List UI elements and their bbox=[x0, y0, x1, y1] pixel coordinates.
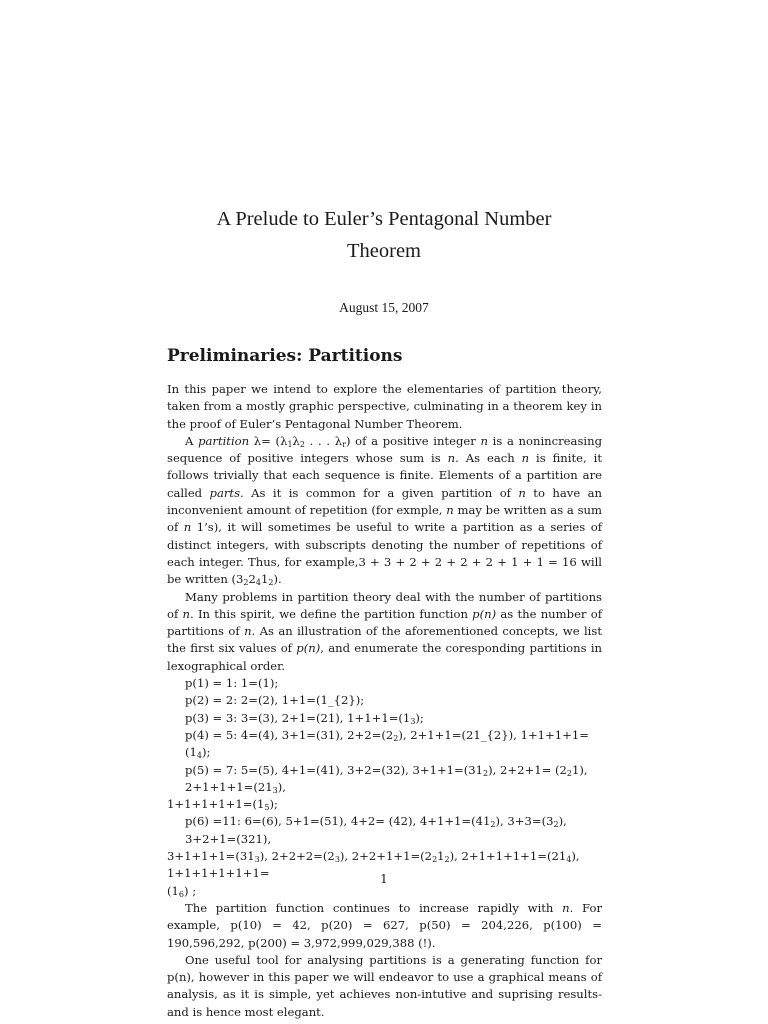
section-heading: Preliminaries: Partitions bbox=[167, 346, 403, 366]
partition-line-p6-cont2: $(1_6)$ ; bbox=[167, 883, 197, 899]
partition-line-p5-cont: $1+1+1+1+1=(1_5)$; bbox=[167, 797, 278, 813]
title-line-2: Theorem bbox=[347, 240, 421, 262]
paragraph-generating-function: One useful tool for analysing partitions is a generating function for p(n), however in this paper we will endeavor to use a graphical means of analysis, as it is simple, yet achieves non-intutive and suprising results- and is hence most elegant. bbox=[167, 952, 602, 1019]
partition-line-p1: p(1) = 1: 1=(1); bbox=[185, 676, 279, 691]
partition-line-p3: p(3) = 3: 3=(3), 2+1=(21), $1+1+1=(1_3)$; bbox=[185, 710, 424, 726]
paper-title bbox=[0, 203, 768, 267]
title-line-1: A Prelude to Euler’s Pentagonal Number bbox=[216, 208, 552, 230]
paragraph-partition-function: Many problems in partition theory deal with the number of partitions of n. In this spirit, we define the partition function p(n) as the number of partitions of n. As an illustration of the aforementioned concepts, we list the first six values of p(n), and enumerate the coresponding partitions in lexographical order. bbox=[167, 589, 602, 673]
partition-line-p6: p(6) =11: 6=(6), 5+1=(51), 4+2= (42), $4+1+1=(41_2)$, $3+3=(3_2)$, 3+2+1=(321), bbox=[185, 814, 567, 846]
paragraph-growth: The partition function continues to increase rapidly with n. For example, p(10) = 42, p(20) = 627, p(50) = 204,226, p(100) = 190,596,292, p(200) = 3,972,999,029,388 (!). bbox=[167, 900, 602, 950]
paragraph-partition-definition: A partition $\lambda= (\lambda_1\lambda_2$ . . . $\lambda_r$) of a positive integer n is a nonincreasing sequence of positive integers whose sum is n. As each n is finite, it follows trivially that each sequence is finite. Elements of a partition are called parts. As it is common for a given partition of n to have an inconvenient amount of repetition (for exmple, n may be written as a sum of n 1’s), it will sometimes be useful to write a partition as a series of distinct integers, with subscripts denoting the number of repetitions of each integer. Thus, for example,3 + 3 + 2 + 2 + 2 + 2 + 1 + 1 = 16 will be written $(3_22_41_2)$. bbox=[167, 433, 603, 588]
partition-line-p5: p(5) = 7: 5=(5), 4+1=(41), 3+2=(32), $3+1+1=(31_2)$, $2+2+1= (2_21)$, $2+1+1+1=(21_3)$, bbox=[185, 762, 588, 795]
partition-line-p2: p(2) = 2: 2=(2), 1+1=(1_{2}); bbox=[185, 693, 365, 708]
paragraph-intro: In this paper we intend to explore the elementaries of partition theory, taken from a mostly graphic perspective, culminating in a theorem key in the proof of Euler’s Pentagonal Number Theorem. bbox=[167, 382, 602, 431]
partition-line-p4: p(4) = 5: 4=(4), 3+1=(31), $2+2=(2_2)$, 2+1+1=(21_{2}), $1+1+1+1=(1_4)$; bbox=[185, 727, 589, 761]
body-text bbox=[167, 381, 602, 1021]
paper-date: August 15, 2007 bbox=[339, 300, 429, 315]
page-number: 1 bbox=[380, 872, 388, 886]
partition-line-p6-cont: $3+1+1+1=(31_3)$, $2+2+2=(2_3)$, $2+2+1+1=(2_21_2)$, $2+1+1+1+1=(21_4)$, 1+1+1+1+1+1= bbox=[167, 849, 580, 881]
